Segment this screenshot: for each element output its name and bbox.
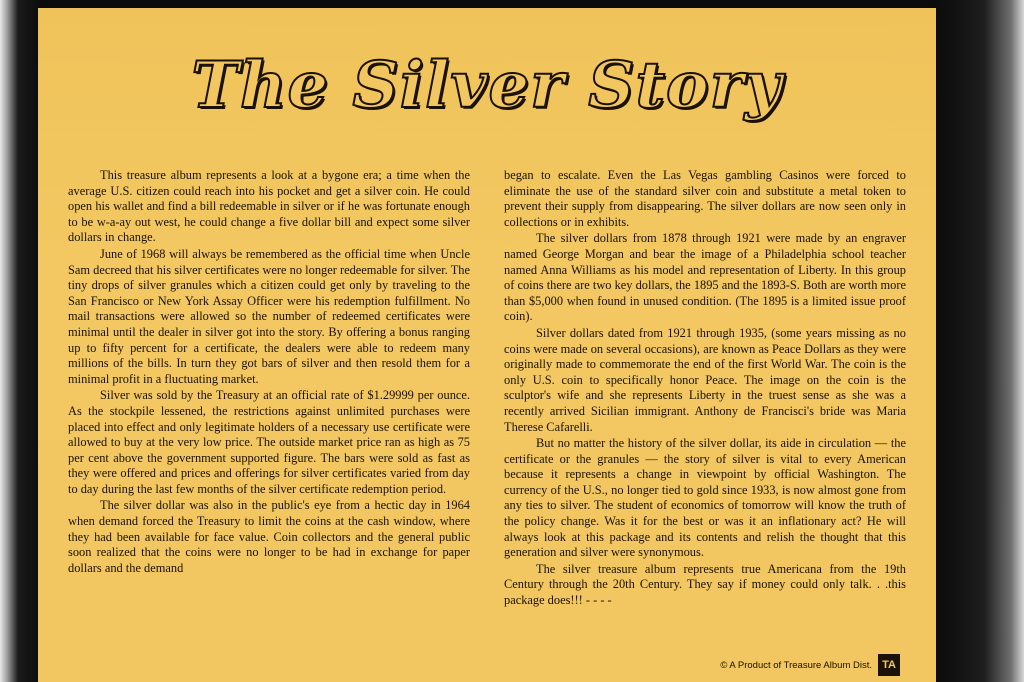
right-column — [504, 168, 906, 610]
paragraph: This treasure album represents a look at a bygone era; a time when the average U.S. citizen could reach into his pocket and get a silver coin. He could open his wallet and find a bill redeemable in silver or if he was fortunate enough to be w-a-ay out west, he could change a five dollar bill and expect some silver dollars in change. — [68, 168, 470, 245]
treasure-album-logo-icon: TA — [878, 654, 900, 676]
footer — [720, 654, 900, 676]
frame-right-edge — [936, 0, 1024, 682]
paragraph: June of 1968 will always be remembered as the official time when Uncle Sam decreed that his silver certificates were no longer redeemable for silver. The tiny drops of silver granules which a citizen could get only by traveling to the San Francisco or New York Assay Officer were his redemption fulfillment. No mail transactions were allowed so the number of redeemed certificates were minimal until the dealer in silver got into the story. By offering a bonus ranging up to fifty percent for a certificate, the dealers were able to redeem many millions of the bills. In turn they got bars of silver and then resold them for a minimal profit in a fluctuating market. — [68, 246, 470, 386]
story-card — [38, 8, 936, 682]
paragraph: Silver was sold by the Treasury at an official rate of $1.29999 per ounce. As the stockpile lessened, the restrictions against unlimited purchases were placed into effect and only legitimate holders of a necessary use certificate were allowed to buy at the very low price. The outside market price ran as high as 75 per cent above the government supported figure. The bars were sold as fast as they were offered and prices and offerings for silver certificates varied from day to day during the last few months of the silver certificate redemption period. — [68, 388, 470, 496]
page-title: The Silver Story — [191, 48, 783, 123]
copyright-text: © A Product of Treasure Album Dist. — [720, 659, 872, 671]
left-column — [68, 168, 470, 577]
paragraph: The silver treasure album represents true Americana from the 19th Century through the 20th Century. They say if money could only talk. . .this package does!!! - - - - — [504, 561, 906, 608]
paragraph: began to escalate. Even the Las Vegas gambling Casinos were forced to eliminate the use of the standard silver coin and substitute a metal token to prevent their supply from disappearing. The silver dollars are now seen only in collections or in exhibits. — [504, 168, 906, 229]
paragraph: Silver dollars dated from 1921 through 1935, (some years missing as no coins were made on several occasions), are known as Peace Dollars as they were originally made to commemorate the end of the first World War. The coin is the only U.S. coin to specifically honor Peace. The image on the coin is the sculptor's wife and she represents Liberty in the truest sense as she was a recently arrived Sicilian immigrant. Anthony de Francisci's bride was Maria Therese Cafarelli. — [504, 325, 906, 434]
paragraph: The silver dollars from 1878 through 1921 were made by an engraver named George Morgan and bear the image of a Philadelphia school teacher named Anna Williams as his model and representation of Liberty. In this group of coins there are two key dollars, the 1895 and the 1893-S. Both are worth more than $5,000 when found in unused condition. (The 1895 is a limited issue proof coin). — [504, 231, 906, 324]
paragraph: The silver dollar was also in the public's eye from a hectic day in 1964 when demand forced the Treasury to limit the coins at the cash window, where they had been available for face value. Coin collectors and the general public soon realized that the coins were no longer to be had in exchange for paper dollars and the demand — [68, 498, 470, 575]
paragraph: But no matter the history of the silver dollar, its aide in circulation — the certificate or the granules — the story of silver is vital to every American because it represents a change in viewpoint by official Washington. The currency of the U.S., no longer tied to gold since 1933, is now almost gone from any ties to silver. The student of economics of tomorrow will know the truth of the policy change. Was it for the best or was it an inflationary act? He will always look at this package and its contents and relish the thought that this generation and silver were synonymous. — [504, 436, 906, 560]
frame-left-edge — [0, 0, 30, 682]
